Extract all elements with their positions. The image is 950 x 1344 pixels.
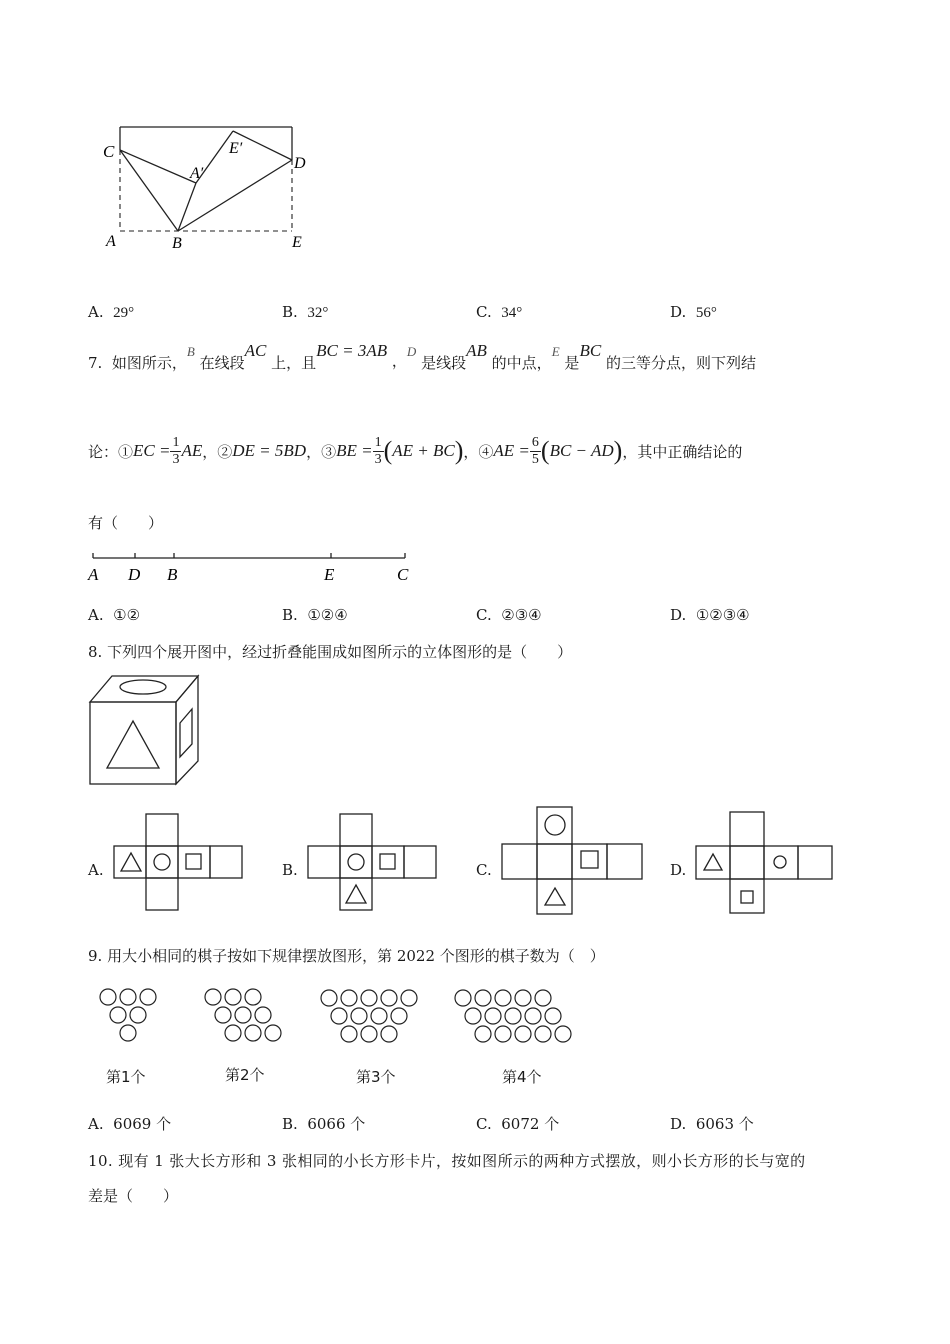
q9-fig4-piece (525, 1008, 541, 1024)
q6-label-a: A (106, 233, 116, 250)
circle-icon (774, 856, 786, 868)
q9-fig3-piece (381, 1026, 397, 1042)
q9-fig1-piece (100, 989, 116, 1005)
q10-stem-line1: 10. 现有 1 张大长方形和 3 张相同的小长方形卡片，按如图所示的两种方式摆放，则小长方形的长与宽的 (88, 1152, 806, 1170)
q9-label-3: 第3个 (356, 1068, 396, 1086)
q7-stem-line2: 论：① EC = $\frac{1}{3}$ AE ，② DE = 5BD ，③ BE = $\frac{1}{3}$ ( AE + BC ) ，④ AE = $\frac{6}{5}$ ( BC − AD ) ，其中正确结论的 (88, 434, 743, 467)
q9-fig3-piece (361, 1026, 377, 1042)
q9-fig4-piece (505, 1008, 521, 1024)
q9-label-1: 第1个 (106, 1068, 146, 1086)
q9-fig3-piece (401, 990, 417, 1006)
q10-stem-line2: 差是（ ） (88, 1187, 179, 1205)
q6-option-a[interactable]: A. 29° (88, 303, 135, 321)
q7-point-a: A (88, 565, 99, 584)
q9-fig2-piece (225, 989, 241, 1005)
triangle-icon (346, 885, 366, 903)
q9-fig4-piece (545, 1008, 561, 1024)
q6-option-d[interactable]: D. 56° (670, 303, 717, 321)
q9-fig3-piece (321, 990, 337, 1006)
square-icon (581, 851, 598, 868)
q6-label-e: E (292, 234, 302, 251)
q9-fig4-piece (535, 990, 551, 1006)
q9-fig4-piece (535, 1026, 551, 1042)
q7-option-d[interactable]: D. ①②③④ (670, 606, 750, 624)
circle-icon (348, 854, 364, 870)
q7-segment-figure (85, 548, 415, 588)
q9-fig4-piece (465, 1008, 481, 1024)
q6-label-c: C (103, 142, 115, 161)
q6-label-a-prime: A′ (190, 165, 204, 182)
circle-icon (545, 815, 565, 835)
q9-option-a[interactable]: A. 6069 个 (88, 1115, 172, 1133)
q7-point-d: D (128, 565, 141, 584)
q9-fig2-piece (235, 1007, 251, 1023)
q9-label-2: 第2个 (225, 1066, 265, 1084)
q9-fig4-piece (555, 1026, 571, 1042)
q9-option-b[interactable]: B. 6066 个 (282, 1115, 366, 1133)
q6-label-e-prime: E′ (229, 140, 243, 157)
q7-point-c: C (397, 565, 409, 584)
q8-net-d[interactable] (694, 810, 834, 916)
square-icon (380, 854, 395, 869)
triangle-icon (107, 721, 159, 768)
q9-fig2-piece (205, 989, 221, 1005)
q9-fig3-piece (341, 990, 357, 1006)
triangle-icon (704, 854, 722, 870)
q9-fig4-piece (455, 990, 471, 1006)
q9-fig4-piece (485, 1008, 501, 1024)
q9-pattern-figure (95, 985, 585, 1045)
q6-label-d: D (294, 155, 306, 172)
q7-frac-4: $\frac{6}{5}$ (531, 434, 539, 467)
q9-fig1-piece (140, 989, 156, 1005)
circle-icon (154, 854, 170, 870)
q8-net-b[interactable] (306, 812, 438, 912)
q9-fig4-piece (475, 1026, 491, 1042)
q9-fig1-piece (120, 989, 136, 1005)
q9-fig1-piece (130, 1007, 146, 1023)
q7-option-c[interactable]: C. ②③④ (476, 606, 542, 624)
q9-fig2-piece (255, 1007, 271, 1023)
q9-fig2-piece (225, 1025, 241, 1041)
q8-cube-figure (85, 670, 205, 790)
q9-fig1-piece (120, 1025, 136, 1041)
q9-fig4-piece (495, 990, 511, 1006)
q9-fig4-piece (475, 990, 491, 1006)
triangle-icon (121, 853, 141, 871)
q6-label-b: B (172, 235, 182, 252)
q9-fig2-piece (245, 989, 261, 1005)
q7-option-a[interactable]: A. ①② (88, 606, 141, 624)
q7-frac-3: $\frac{1}{3}$ (374, 434, 382, 467)
q9-fig4-piece (515, 1026, 531, 1042)
q7-frac-1: $\frac{1}{3}$ (172, 434, 180, 467)
q9-fig4-piece (495, 1026, 511, 1042)
q9-fig1-piece (110, 1007, 126, 1023)
q9-fig3-piece (361, 990, 377, 1006)
q8-stem: 8. 下列四个展开图中，经过折叠能围成如图所示的立体图形的是（ ） (88, 643, 573, 661)
square-icon (186, 854, 201, 869)
q9-fig4-piece (515, 990, 531, 1006)
q9-label-4: 第4个 (502, 1068, 542, 1086)
q9-fig3-piece (371, 1008, 387, 1024)
q9-fig3-piece (381, 990, 397, 1006)
q8-option-a[interactable]: A. (88, 861, 104, 879)
circle-icon (120, 680, 166, 694)
square-icon (180, 709, 192, 757)
q7-point-b: B (167, 565, 178, 584)
q9-fig3-piece (331, 1008, 347, 1024)
q7-stem-line1: 7. 如图所示，B 在线段AC 上，且BC = 3AB ，D 是线段AB 的中点，E 是BC 的三等分点，则下列结 (88, 341, 756, 372)
q6-option-c[interactable]: C. 34° (476, 303, 523, 321)
square-icon (741, 891, 753, 903)
q8-option-b[interactable]: B. (282, 861, 298, 879)
triangle-icon (545, 888, 565, 905)
q9-fig3-piece (341, 1026, 357, 1042)
q9-stem: 9. 用大小相同的棋子按如下规律摆放图形，第 2022 个图形的棋子数为（ ） (88, 947, 605, 965)
q9-option-d[interactable]: D. 6063 个 (670, 1115, 754, 1133)
q8-net-a[interactable] (112, 812, 244, 912)
q8-net-c[interactable] (500, 805, 644, 917)
q6-figure (95, 115, 325, 260)
q9-fig2-piece (265, 1025, 281, 1041)
q9-fig3-piece (351, 1008, 367, 1024)
q8-option-d[interactable]: D. (670, 861, 687, 879)
q9-fig3-piece (391, 1008, 407, 1024)
q7-stem-line3: 有（ ） (88, 514, 164, 532)
q8-option-c[interactable]: C. (476, 861, 492, 879)
q7-point-e: E (324, 565, 335, 584)
q7-option-b[interactable]: B. ①②④ (282, 606, 348, 624)
q9-option-c[interactable]: C. 6072 个 (476, 1115, 560, 1133)
q9-fig2-piece (245, 1025, 261, 1041)
q6-option-b[interactable]: B. 32° (282, 303, 329, 321)
q9-fig2-piece (215, 1007, 231, 1023)
